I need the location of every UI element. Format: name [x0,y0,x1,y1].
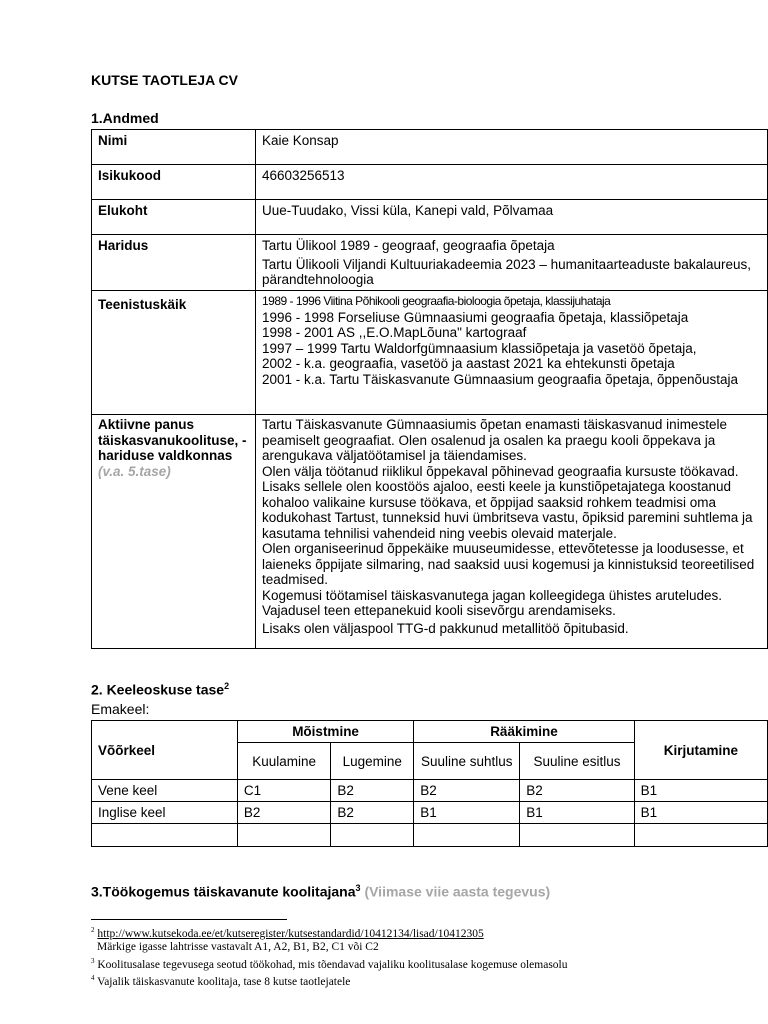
row-value [255,291,767,415]
level-cell: B1 [634,780,767,802]
section-2-heading [91,681,229,698]
table-row [92,291,768,415]
header-speaking: Rääkimine [414,721,634,743]
career-line: 1996 - 1998 Forseliuse Gümnaasiumi geograafia õpetaja, klassiõpetaja [261,309,689,325]
header-listening: Kuulamine [237,743,330,780]
career-line: 2002 - k.a. geograafia, vasetöö ja aastast 2021 ka ehtekunsti õpetaja [261,356,675,371]
contribution-paragraph: Tartu Täiskasvanute Gümnaasiumis õpetan enamasti täiskasvanud inimestele peamiselt geograafiat. Olen osalenud ja osalen ka praegu kooli õppekava ja arengukava väljatöötamisel ja täiendamises. [261,417,727,463]
footnote-4 [91,972,751,989]
education-line: Tartu Ülikooli Viljandi Kultuuriakadeemia 2023 – humanitaarteaduste bakalaureus, pärandtehnoloogia [261,256,752,287]
header-writing: Kirjutamine [634,721,767,780]
header-foreign-language: Võõrkeel [92,721,238,780]
table-row [92,165,768,200]
table-row [92,200,768,235]
section-3-heading [91,883,550,900]
career-line: 1997 – 1999 Tartu Waldorfgümnaasium klassiõpetaja ja vasetöö õpetaja, [261,340,697,356]
table-row [92,415,768,649]
table-row [92,130,768,165]
level-cell [520,824,634,847]
footnote-3 [91,955,751,972]
footnote-2-text: Märkige igasse lahtrisse vastavalt A1, A2, B1, B2, C1 või C2 [97,941,379,954]
footnote-text: Vajalik täiskasvanute koolitaja, tase 8 kutse taotlejatele [97,975,351,988]
career-line: 1989 - 1996 Viitina Põhikooli geograafia-bioloogia õpetaja, klassijuhataja [261,294,611,308]
contribution-paragraph: Olen välja töötanud riiklikul õppekaval põhinevad geograafia kursuste töökavad. Lisaks sellele olen koostöös ajaloo, eesti keele ja kunstiõpetajatega koostanud kohaloo valikaine kursuse töökava, et õppijad saaksid rohkem teadmisi oma kodukohast Tartust, tunneksid huvi ümbritseva vastu, õpiksid paremini suhtlema ja kasutama tehnilisi vahendeid ning veebis olevaid materjale. [261,463,753,541]
level-cell [634,824,767,847]
table-row [92,802,768,824]
table-row [92,780,768,802]
language-skills-table [91,720,768,847]
level-cell: B1 [634,802,767,824]
table-header-row [92,721,768,743]
level-cell: B1 [520,802,634,824]
career-line: 2001 - k.a. Tartu Täiskasvanute Gümnaasium geograafia õpetaja, õppenõustaja [261,371,739,387]
footnote-number: 4 [91,974,95,983]
native-language-label: Emakeel: [91,701,150,717]
header-spoken-production: Suuline esitlus [520,743,634,780]
level-cell: B2 [331,780,414,802]
language-name: Inglise keel [92,802,238,824]
level-cell [331,824,414,847]
level-cell [237,824,330,847]
section-3-note: (Viimase viie aasta tegevus) [364,883,551,900]
footnote-number: 3 [91,956,95,965]
row-label: Haridus [92,235,256,291]
row-value [255,415,767,649]
section-1-heading: 1.Andmed [91,110,159,126]
footnotes [91,924,751,989]
header-understanding: Mõistmine [237,721,413,743]
language-name [92,824,238,847]
footnote-number: 2 [91,926,95,934]
contribution-label: Aktiivne panus täiskasvanukoolituse, -hariduse valdkonnas [98,417,247,463]
level-cell: B2 [237,802,330,824]
header-spoken-interaction: Suuline suhtlus [414,743,520,780]
level-cell: B1 [414,802,520,824]
row-value: 46603256513 [255,165,767,200]
section-2-title: 2. Keeleoskuse tase [91,681,225,698]
contribution-paragraph: Kogemusi töötamisel täiskasvanutega jagan kolleegidega ühistes aruteludes. Vajadusel teen ettepanekuid kooli sisevõrgu arendamiseks. [261,587,723,618]
row-label: Nimi [92,130,256,165]
contribution-paragraph: Olen organiseerinud õppekäike muuseumidesse, ettevõtetesse ja loodusesse, et laieneks õppijate silmaring, nad saaksid uusi kogemusi ja kinnistuksid teoreetilised teadmised. [261,541,755,587]
education-line: Tartu Ülikool 1989 - geograaf, geograafia õpetaja [261,238,555,253]
table-row [92,235,768,291]
table-row [92,824,768,847]
career-line: 1998 - 2001 AS ,,E.O.MapLõuna" kartograaf [261,325,527,340]
footnote-ref: 2 [224,681,230,691]
footnote-divider [91,919,287,920]
row-label: Isikukood [92,165,256,200]
row-label: Elukoht [92,200,256,235]
level-cell: B2 [520,780,634,802]
document-title: KUTSE TAOTLEJA CV [91,72,239,88]
row-label: Teenistuskäik [92,291,256,415]
personal-data-table [91,129,768,649]
footnote-2 [91,924,751,941]
footnote-text: Koolitusalase tegevusega seotud töökohad, mis tõendavad vajaliku koolitusalase kogemuse olemasolu [97,958,568,971]
row-label [92,415,256,649]
level-cell: B2 [331,802,414,824]
section-3-title: 3.Töökogemus täiskavanute koolitajana [91,883,356,900]
contribution-paragraph: Lisaks olen väljaspool TTG-d pakkunud metallitöö õpitubasid. [261,620,629,636]
level-cell: B2 [414,780,520,802]
level-cell [414,824,520,847]
footnote-ref: 3 [355,883,361,893]
header-reading: Lugemine [331,743,414,780]
level-cell: C1 [237,780,330,802]
language-name: Vene keel [92,780,238,802]
footnote-link[interactable]: http://www.kutsekoda.ee/et/kutseregister/kutsestandardid/10412134/lisad/10412305 [97,927,484,940]
label-note: (v.a. 5.tase) [98,463,171,479]
row-value [255,235,767,291]
row-value: Kaie Konsap [255,130,767,165]
row-value: Uue-Tuudako, Vissi küla, Kanepi vald, Põlvamaa [255,200,767,235]
